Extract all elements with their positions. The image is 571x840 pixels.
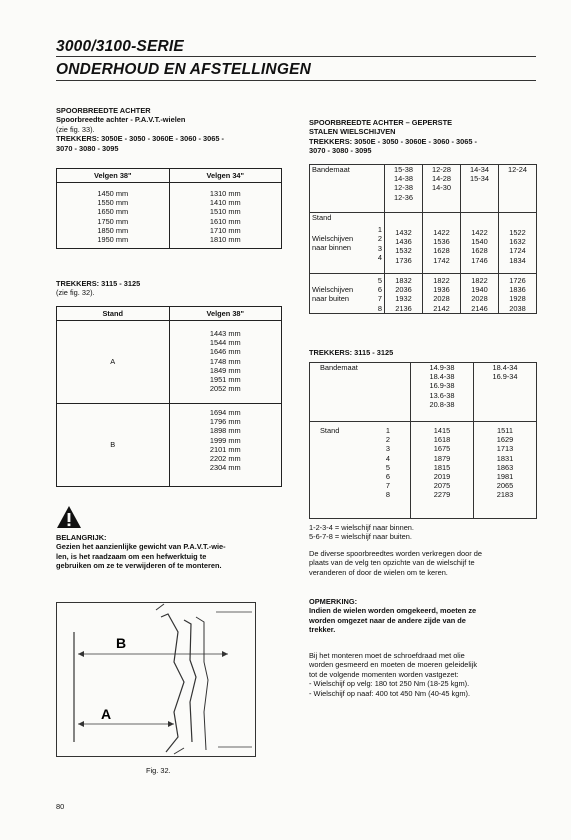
section-subheading: Spoorbreedte achter - P.A.V.T.-wielen [56, 115, 186, 125]
value: 2304 mm [209, 463, 241, 473]
note-line: veranderen of door de wielen om te keren. [309, 567, 448, 577]
values-col1: 1415 1618 1675 1879 1815 2019 2075 2279 [411, 422, 474, 519]
table-cell: 1750 mm [97, 216, 129, 226]
page-title: ONDERHOUD EN AFSTELLINGEN [56, 61, 312, 78]
tire-edge-bottom [174, 748, 184, 754]
right-section1 [309, 118, 549, 156]
note-line: De diverse spoorbreedtes worden verkregen door de [309, 548, 482, 558]
figure-caption: Fig. 32. [146, 766, 171, 775]
figure-frame [57, 603, 256, 757]
instruction-line: - Wielschijf op naaf: 400 tot 450 Nm (40-45 kgm). [309, 688, 471, 698]
tractor-models-line2: 3070 - 3080 - 3095 [56, 143, 119, 153]
track-width-table-steel-discs [309, 164, 537, 314]
rim-outline-inner [184, 620, 196, 742]
table-cell: 1510 mm [169, 207, 282, 216]
warning-line: Gezien het aanzienlijke gewicht van P.A.V.T.-wie- [56, 542, 226, 552]
outer-values-col1: 1832 2036 1932 2136 [385, 274, 423, 314]
inner-values-col4: 1522 1632 1724 1834 [499, 213, 537, 274]
col-header-stand: Stand [57, 307, 170, 321]
outer-values-col2: 1822 1936 2028 2142 [423, 274, 461, 314]
note-line: plaats van de velg ten opzichte van de wielschijf te [309, 558, 475, 568]
wheel-diagram-figure [56, 602, 256, 757]
remark-line: worden omgezet naar de andere zijde van de [309, 615, 466, 625]
stand-numbers: 1 2 3 4 5 6 7 8 [385, 426, 390, 500]
stand-cell [310, 422, 411, 519]
section-heading: SPOORBREEDTE ACHTER [56, 106, 151, 115]
value: 1646 mm [209, 347, 241, 357]
bandemaat-label: Bandemaat [310, 165, 385, 213]
tire-size-col4: 12-24 [499, 165, 537, 213]
tractor-models-line1: TREKKERS: 3050E - 3050 - 3060E - 3060 - 3065 - [309, 136, 478, 146]
note-line: 5-6-7-8 = wielschijf naar buiten. [309, 532, 412, 542]
figure-reference: (zie fig. 32). [56, 288, 95, 298]
track-width-table-3115 [56, 306, 282, 487]
col-header-rim34: Velgen 34" [169, 169, 282, 183]
value: 1544 mm [209, 338, 241, 348]
tire-size-col1: 14.9-38 18.4-38 16.9-38 13.6-38 20.8-38 [411, 363, 474, 422]
stand-b-values [169, 404, 282, 487]
value: 1898 mm [209, 426, 241, 436]
values-col2: 1511 1629 1713 1831 1863 1981 2065 2183 [474, 422, 537, 519]
instruction-line: worden gesmeerd en moeten de moeren geleidelijk [309, 660, 478, 670]
col-header-rim38: Velgen 38" [57, 169, 170, 183]
value: 1748 mm [209, 356, 241, 366]
value: 2052 mm [209, 384, 241, 394]
tractor-models-line2: 3070 - 3080 - 3095 [309, 146, 372, 156]
value: 1694 mm [209, 408, 241, 417]
inner-values-col3: 1422 1540 1628 1746 [461, 213, 499, 274]
stand-inner-cell [310, 213, 385, 274]
tractor-models-line1: TREKKERS: 3050E - 3050 - 3060E - 3060 - 3065 - [56, 134, 225, 144]
table-cell: 1310 mm [169, 183, 282, 199]
header-rule-top [56, 56, 536, 57]
table-cell: 1650 mm [97, 207, 129, 217]
track-width-table-3115-steel [309, 362, 537, 519]
figure-reference: (zie fig. 33). [56, 124, 95, 134]
tire-size-col1: 15-38 14-38 12-38 12-36 [385, 165, 423, 213]
track-width-table-pavt [56, 168, 282, 249]
section-heading: SPOORBREEDTE ACHTER – GEPERSTE [309, 118, 453, 127]
dimension-label-a: A [101, 706, 112, 722]
page-number: 80 [56, 802, 65, 811]
inner-label: Wielschijven naar binnen [312, 234, 354, 253]
stand-label: Stand [312, 213, 332, 222]
value: 2101 mm [209, 444, 241, 454]
wheel-disc-outline [161, 614, 184, 752]
stand-a-values [169, 321, 282, 404]
inner-values-col1: 1432 1436 1532 1736 [385, 213, 423, 274]
left-section1 [56, 106, 296, 153]
value: 1796 mm [209, 417, 241, 427]
warning-line: gebruiken om ze te verwijderen of te monteren. [56, 561, 222, 571]
warning-icon [56, 505, 82, 529]
table-cell: 1710 mm [169, 226, 282, 235]
inner-values-col2: 1422 1536 1628 1742 [423, 213, 461, 274]
left-section2 [56, 279, 140, 298]
legend-notes [309, 523, 549, 577]
outer-label: Wielschijven naar buiten [312, 285, 354, 304]
warning-line: len, is het raadzaam om een hefwerktuig te [56, 551, 207, 561]
table-cell: 1450 mm [97, 189, 129, 198]
instruction-line: - Wielschijf op velg: 180 tot 250 Nm (18-25 kgm). [309, 679, 470, 689]
warning-block [56, 533, 296, 571]
table-cell: 1610 mm [169, 217, 282, 226]
remark-line: Indien de wielen worden omgekeerd, moeten ze [309, 606, 477, 616]
outer-values-col3: 1822 1940 2028 2146 [461, 274, 499, 314]
instruction-line: tot de volgende momenten worden vastgezet: [309, 669, 459, 679]
table-cell: 1550 mm [97, 198, 129, 208]
remark-line: trekker. [309, 625, 336, 635]
outer-values-col4: 1726 1836 1928 2038 [499, 274, 537, 314]
tire-size-col2: 18.4-34 16.9-34 [474, 363, 537, 422]
series-title: 3000/3100-SERIE [56, 38, 184, 55]
value: 1999 mm [209, 435, 241, 445]
section-heading: TREKKERS: 3115 - 3125 [56, 279, 141, 288]
table-cell: 1410 mm [169, 198, 282, 207]
section-heading: STALEN WIELSCHIJVEN [309, 127, 396, 137]
stand-outer-cell [310, 274, 385, 314]
outer-stand-numbers: 5 6 7 8 [377, 276, 382, 313]
table-cell: 1950 mm [97, 235, 129, 245]
right-section2-title: TREKKERS: 3115 - 3125 [309, 348, 394, 357]
inner-stand-numbers: 1 2 3 4 [377, 225, 382, 262]
tire-edge-top [156, 604, 164, 610]
dimension-label-b: B [116, 635, 127, 651]
bandemaat-label: Bandemaat [310, 363, 411, 422]
stand-a-label: A [57, 321, 170, 404]
remark-block [309, 597, 549, 635]
note-line: 1-2-3-4 = wielschijf naar binnen. [309, 523, 414, 532]
remark-title: OPMERKING: [309, 597, 358, 606]
value: 2202 mm [209, 454, 241, 464]
col-header-rim38: Velgen 38" [169, 307, 282, 321]
rim-outline-outer [196, 617, 208, 750]
warning-title: BELANGRIJK: [56, 533, 107, 542]
tire-size-col3: 14-34 15-34 [461, 165, 499, 213]
table-cell: 1850 mm [97, 225, 129, 235]
table-cell: 1810 mm [169, 235, 282, 249]
instruction-line: Bij het monteren moet de schroefdraad met olie [309, 651, 465, 660]
stand-label: Stand [320, 426, 340, 435]
value: 1849 mm [209, 365, 241, 375]
value: 1443 mm [209, 329, 241, 338]
header-rule-bottom [56, 80, 536, 81]
stand-b-label: B [110, 440, 116, 450]
mounting-instructions [309, 651, 549, 698]
tire-size-col2: 12-28 14-28 14-30 [423, 165, 461, 213]
value: 1951 mm [209, 375, 241, 385]
